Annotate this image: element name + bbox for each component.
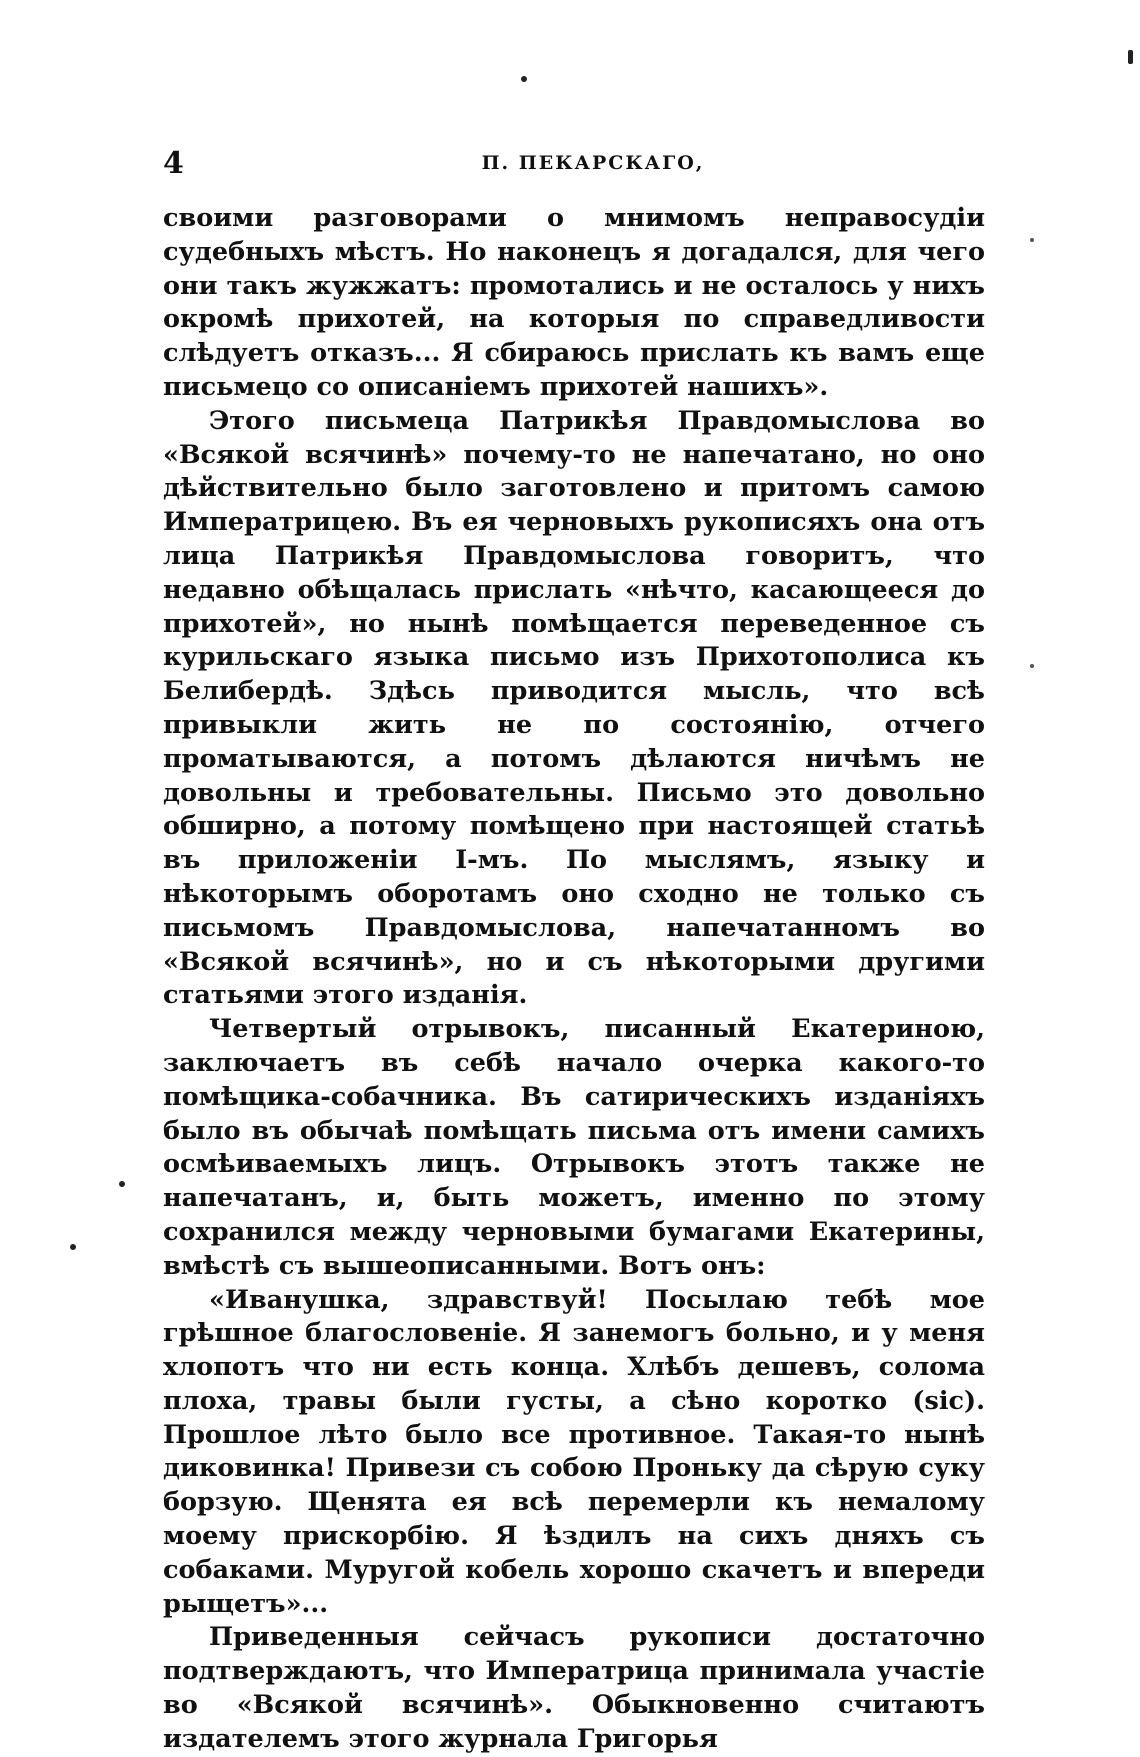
paragraph-3: Четвертый отрывокъ, писанный Екатериною, заключаетъ въ себѣ начало очерка какого-то помѣщика-собачника. Въ сатирическихъ изданіяхъ было въ обычаѣ помѣщать письма отъ имени самихъ осмѣиваемыхъ лицъ. Отрывокъ этотъ также не напечатанъ, и, быть можетъ, именно по этому сохранился между черновыми бумагами Екатерины, вмѣстѣ съ вышеописанными. Вотъ онъ: xyxy=(163,1014,985,1281)
scan-speck xyxy=(521,76,527,82)
margin-speck xyxy=(1030,664,1034,668)
margin-speck xyxy=(1030,238,1034,242)
paragraph-1: своими разговорами о мнимомъ неправосудіи судебныхъ мѣстъ. Но наконецъ я догадался, для чего они такъ жужжатъ: промотались и не осталось у нихъ окромѣ прихотей, на которыя по справедливости слѣдуетъ отказъ... Я сбираюсь прислать къ вамъ еще письмецо со описаніемъ прихотей нашихъ». xyxy=(163,203,985,402)
margin-speck xyxy=(119,1181,125,1187)
running-head: П. ПЕКАРСКАГО, xyxy=(481,152,705,174)
scan-edge-mark xyxy=(1128,50,1133,64)
quoted-letter: «Иванушка, здравствуй! Посылаю тебѣ мое грѣшное благословеніе. Я занемогъ больно, и у меня хлопотъ что ни есть конца. Хлѣбъ дешевъ, солома плоха, травы были густы, а сѣно коротко (sic). Прошлое лѣто было все противное. Такая-то нынѣ диковинка! Привези съ собою Проньку да сѣрую суку борзую. Щенята ея всѣ перемерли къ немалому моему прискорбію. Я ѣздилъ на сихъ дняхъ съ собаками. Муругой кобель хорошо скачетъ и впереди рыщетъ»... xyxy=(163,1284,985,1619)
margin-speck xyxy=(70,1244,76,1250)
paragraph-2: Этого письмеца Патрикѣя Правдомыслова во «Всякой всячинѣ» почему-то не напечатано, но оно дѣйствительно было заготовлено и притомъ самою Императрицею. Въ ея черновыхъ рукописяхъ она отъ лица Патрикѣя Правдомыслова говоритъ, что недавно обѣщалась прислать «нѣчто, касающееся до прихотей», но нынѣ помѣщается переведенное съ курильскаго языка письмо изъ Прихотополиса къ Белибердѣ. Здѣсь приводится мысль, что всѣ привыкли жить не по состоянію, отчего проматываются, а потомъ дѣлаются ничѣмъ не довольны и требовательны. Письмо это довольно обширно, а потому помѣщено при настоящей статьѣ въ приложеніи I-мъ. По мыслямъ, языку и нѣкоторымъ оборотамъ оно сходно не только съ письмомъ Правдомыслова, напечатанномъ во «Всякой всячинѣ», но и съ нѣкоторыми другими статьями этого изданія. xyxy=(163,405,985,1011)
page-header xyxy=(163,146,983,186)
body-text xyxy=(163,202,985,1757)
paragraph-5: Приведенныя сейчасъ рукописи достаточно подтверждаютъ, что Императрица принимала участіе во «Всякой всячинѣ». Обыкновенно считаютъ издателемъ этого журнала Григорья xyxy=(163,1622,985,1754)
page-number: 4 xyxy=(163,146,184,181)
